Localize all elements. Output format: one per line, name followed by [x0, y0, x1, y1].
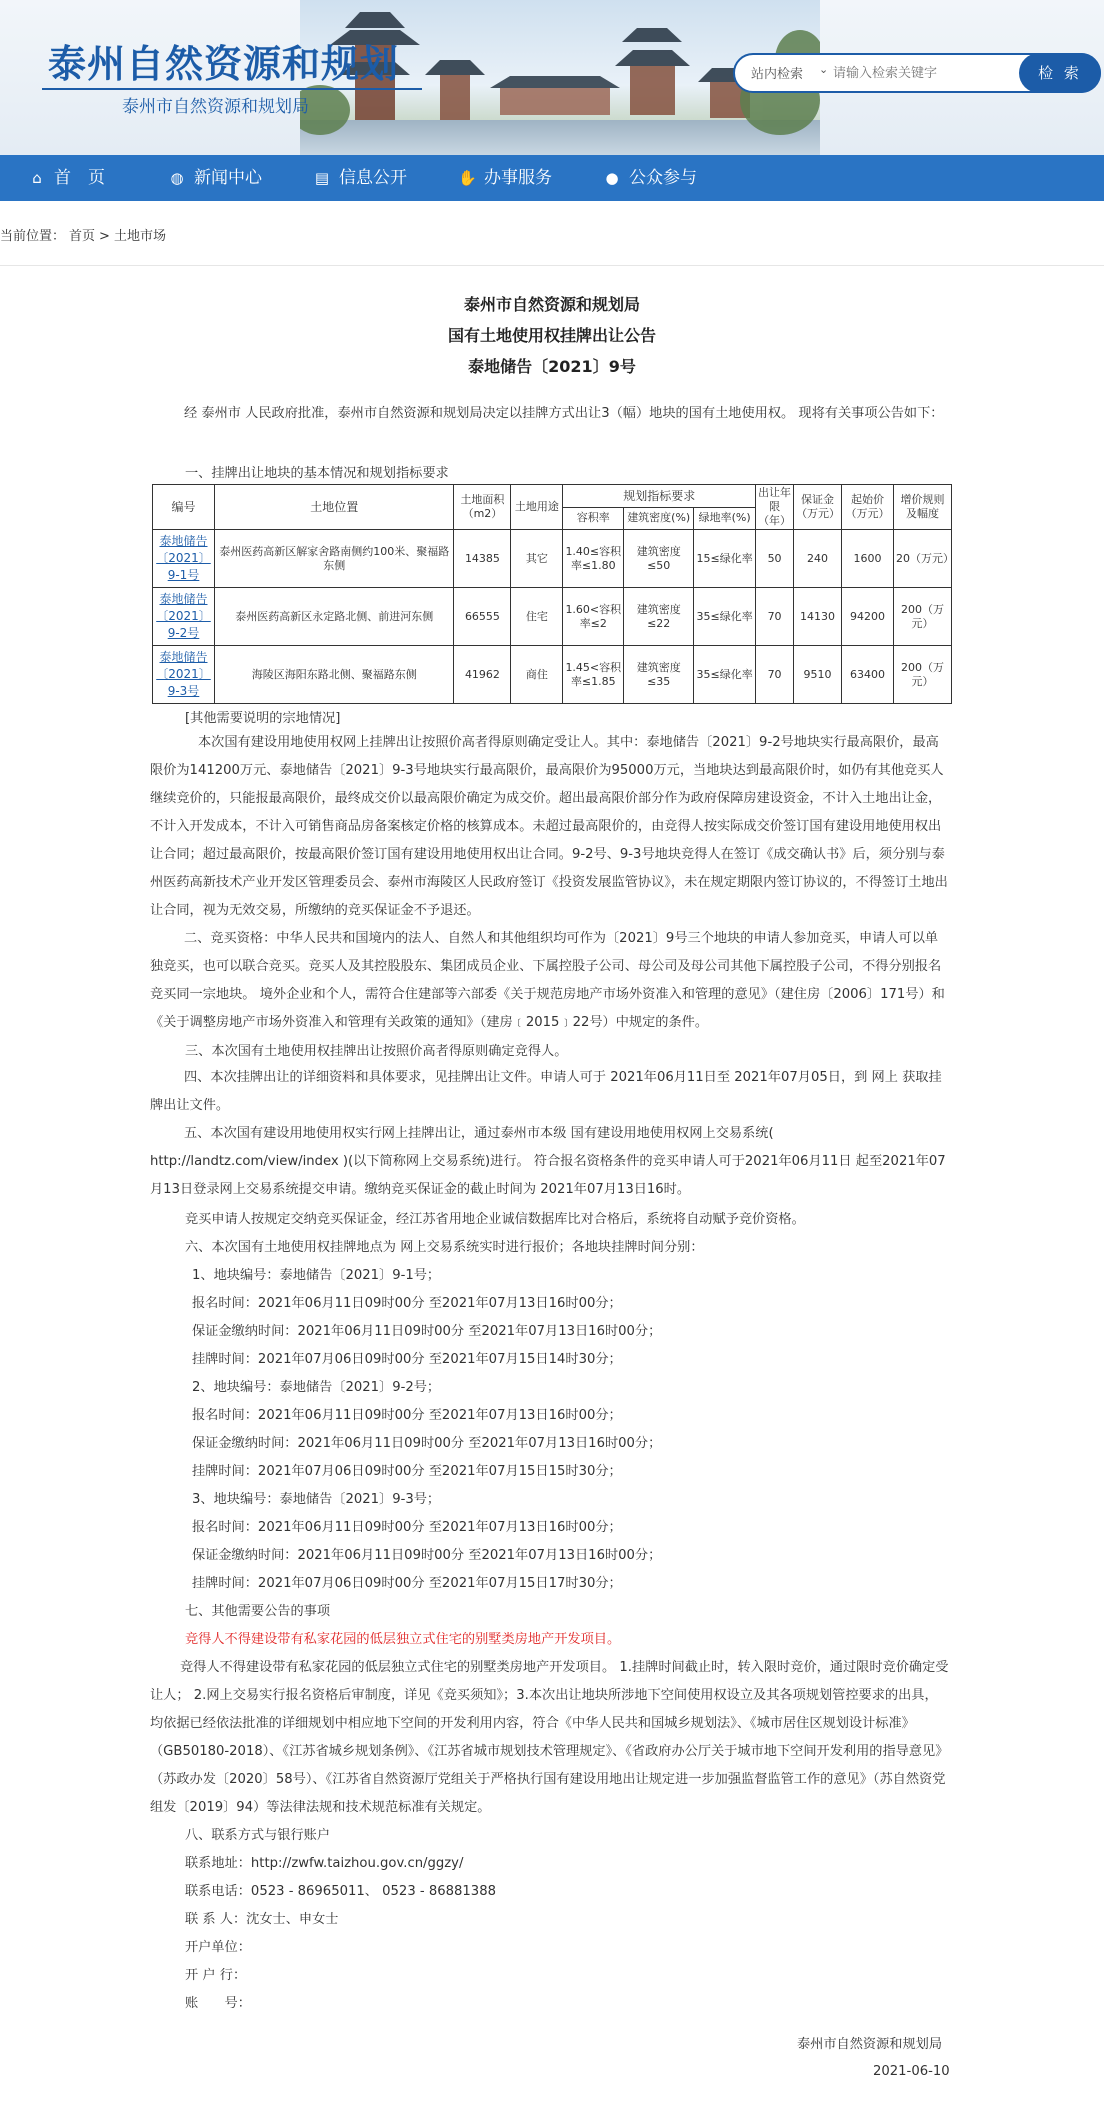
land-no-link[interactable]: 泰地储告〔2021〕9-1号 — [153, 530, 215, 588]
th-green: 绿地率(%) — [694, 507, 756, 530]
land-start-price: 63400 — [842, 646, 894, 704]
globe-icon: ◍ — [170, 169, 184, 187]
land-green: 35≤绿化率 — [694, 646, 756, 704]
schedule-registration: 报名时间：2021年06月11日09时00分 至2021年07月13日16时00分； — [192, 1296, 622, 1311]
doc-title-number: 泰地储告〔2021〕9号 — [468, 357, 636, 376]
th-area: 土地面积（m2） — [454, 485, 511, 530]
land-location: 海陵区海阳东路北侧、聚福路东侧 — [214, 646, 453, 704]
land-area: 41962 — [454, 646, 511, 704]
section-8-heading: 八、联系方式与银行账户 — [185, 1828, 331, 1843]
section-1-heading: 一、挂牌出让地块的基本情况和规划指标要求 — [185, 466, 449, 481]
table-row — [153, 588, 952, 646]
land-increment: 200（万元） — [894, 588, 952, 646]
section-2-paragraph: 二、竞买资格：中华人民共和国境内的法人、自然人和其他组织均可作为〔2021〕9号三个地块的申请人参加竞买，申请人可以单独竞买，也可以联合竞买。竞买人及其控股股东、集团成员企业、下属控股子公司、母公司及母公司其他下属控股子公司，不得分别报名竞买同一宗地块。 境外企业和个人，需符合住建部等六部委《关于规范房地产市场外资准入和管理的意见》（建住房〔2006〕171号）和《关于调整房地产市场外资准入和管理有关政策的通知》（建房﹝2015﹞22号）中规定的条件。 — [150, 931, 945, 1030]
land-use: 其它 — [511, 530, 563, 588]
land-table — [152, 484, 952, 704]
land-density: 建筑密度≤50 — [624, 530, 694, 588]
th-years: 出让年限（年） — [756, 485, 794, 530]
land-far: 1.40≤容积率≤1.80 — [563, 530, 624, 588]
section-6-heading: 六、本次国有土地使用权挂牌地点为 网上交易系统实时进行报价；各地块挂牌时间分别： — [185, 1240, 704, 1255]
land-deposit: 9510 — [794, 646, 842, 704]
nav-label: 信息公开 — [339, 168, 407, 188]
land-green: 35≤绿化率 — [694, 588, 756, 646]
nav-item-news[interactable] — [168, 155, 262, 201]
land-start-price: 1600 — [842, 530, 894, 588]
section-7-heading: 七、其他需要公告的事项 — [185, 1604, 331, 1619]
schedule-deposit: 保证金缴纳时间：2021年06月11日09时00分 至2021年07月13日16时00分； — [192, 1436, 662, 1451]
land-far: 1.45<容积率≤1.85 — [563, 646, 624, 704]
schedule-title: 3、地块编号：泰地储告〔2021〕9-3号； — [192, 1492, 441, 1507]
site-header — [0, 0, 1104, 155]
bank-unit: 开户单位： — [185, 1940, 251, 1955]
land-deposit: 14130 — [794, 588, 842, 646]
th-use: 土地用途 — [511, 485, 563, 530]
nav-label: 新闻中心 — [194, 168, 262, 188]
land-increment: 20（万元） — [894, 530, 952, 588]
th-no: 编号 — [153, 485, 215, 530]
other-land-paragraph: 本次国有建设用地使用权网上挂牌出让按照价高者得原则确定受让人。其中：泰地储告〔2021〕9-2号地块实行最高限价，最高限价为141200万元、泰地储告〔2021〕9-3号地块实行最高限价，最高限价为95000万元，当地块达到最高限价时，如仍有其他竞买人继续竞价的，只能报最高限价，最终成交价以最高限价确定为成交价。超出最高限价部分作为政府保障房建设资金，不计入土地出让金，不计入开发成本，不计入可销售商品房备案核定价格的核算成本。未超过最高限价的，由竞得人按实际成交价签订国有建设用地使用权出让合同；超过最高限价，按最高限价签订国有建设用地使用权出让合同。9-2号、9-3号地块竞得人在签订《成交确认书》后，须分别与泰州医药高新技术产业开发区管理委员会、泰州市海陵区人民政府签订《投资发展监管协议》，未在规定期限内签订协议的，不得签订土地出让合同，视为无效交易，所缴纳的竞买保证金不予退还。 — [150, 735, 948, 918]
th-deposit: 保证金（万元） — [794, 485, 842, 530]
land-years: 70 — [756, 588, 794, 646]
breadcrumb — [0, 225, 170, 244]
land-location: 泰州医药高新区解家舍路南侧约100米、聚福路东侧 — [214, 530, 453, 588]
intro-paragraph: 经 泰州市 人民政府批准，泰州市自然资源和规划局决定以挂牌方式出让3（幅）地块的国有土地使用权。 现将有关事项公告如下： — [184, 406, 944, 421]
land-use: 商住 — [511, 646, 563, 704]
thumbs-up-icon: ✋ — [458, 169, 477, 187]
schedule-registration: 报名时间：2021年06月11日09时00分 至2021年07月13日16时00分； — [192, 1520, 622, 1535]
breadcrumb-current[interactable]: 土地市场 — [113, 229, 166, 244]
section-7-warning: 竞得人不得建设带有私家花园的低层独立式住宅的别墅类房地产开发项目。 — [185, 1632, 621, 1647]
site-subtitle: 泰州市自然资源和规划局 — [122, 97, 309, 117]
land-increment: 200（万元） — [894, 646, 952, 704]
schedule-listing: 挂牌时间：2021年07月06日09时00分 至2021年07月15日15时30分； — [192, 1464, 622, 1479]
table-row — [153, 530, 952, 588]
search-box — [733, 53, 1101, 93]
land-use: 住宅 — [511, 588, 563, 646]
land-start-price: 94200 — [842, 588, 894, 646]
schedule-listing: 挂牌时间：2021年07月06日09时00分 至2021年07月15日17时30分； — [192, 1576, 622, 1591]
schedule-deposit: 保证金缴纳时间：2021年06月11日09时00分 至2021年07月13日16时00分； — [192, 1324, 662, 1339]
search-scope-select[interactable]: 站内检索 — [751, 67, 804, 82]
section-7-paragraph: 竞得人不得建设带有私家花园的低层独立式住宅的别墅类房地产开发项目。 1.挂牌时间截止时，转入限时竞价，通过限时竞价确定受让人； 2.网上交易实行报名资格后审制度，详见《竞买须知》；3.本次出让地块所涉地下空间使用权设立及其各项规划管控要求的出具，均依据已经依法批准的详细规划中相应地下空间的开发利用内容，符合《中华人民共和国城乡规划法》、《城市居住区规划设计标准》（GB50180-2018）、《江苏省城乡规划条例》、《江苏省城市规划技术管理规定》、《省政府办公厅关于城市地下空间开发利用的指导意见》（苏政办发〔2020〕58号）、《江苏省自然资源厅党组关于严格执行国有建设用地出让规定进一步加强监督监管工作的意见》（苏自然资党组发〔2019〕94）等法律法规和技术规范标准有关规定。 — [150, 1660, 949, 1815]
land-far: 1.60<容积率≤2 — [563, 588, 624, 646]
main-nav — [0, 155, 1104, 201]
signer: 泰州市自然资源和规划局 — [797, 2037, 943, 2052]
nav-label: 首 页 — [54, 168, 105, 188]
section-3-paragraph: 三、本次国有土地使用权挂牌出让按照价高者得原则确定竞得人。 — [185, 1044, 568, 1059]
schedule-title: 1、地块编号：泰地储告〔2021〕9-1号； — [192, 1268, 441, 1283]
contact-address: 联系地址：http://zwfw.taizhou.gov.cn/ggzy/ — [185, 1856, 464, 1871]
th-start-price: 起始价（万元） — [842, 485, 894, 530]
nav-item-home[interactable] — [28, 155, 105, 201]
land-no-link[interactable]: 泰地储告〔2021〕9-2号 — [153, 588, 215, 646]
nav-item-service[interactable] — [458, 155, 552, 201]
land-density: 建筑密度≤22 — [624, 588, 694, 646]
nav-label: 办事服务 — [484, 168, 552, 188]
breadcrumb-separator: > — [99, 229, 110, 244]
nav-item-participation[interactable] — [603, 155, 697, 201]
chevron-down-icon[interactable]: ⌄ — [819, 63, 829, 76]
land-years: 70 — [756, 646, 794, 704]
schedule-registration: 报名时间：2021年06月11日09时00分 至2021年07月13日16时00分； — [192, 1408, 622, 1423]
land-green: 15≤绿化率 — [694, 530, 756, 588]
th-increment: 增价规则及幅度 — [894, 485, 952, 530]
section-5-note: 竞买申请人按规定交纳竞买保证金，经江苏省用地企业诚信数据库比对合格后，系统将自动赋予竞价资格。 — [185, 1212, 805, 1227]
breadcrumb-prefix: 当前位置： — [0, 229, 66, 244]
section-5-paragraph: 五、本次国有建设用地使用权实行网上挂牌出让，通过泰州市本级 国有建设用地使用权网上交易系统( http://landtz.com/view/index )(以下简称网上交易系统)进行。 符合报名资格条件的竞买申请人可于2021年06月11日 起至2021年07月13日登录网上交易系统提交申请。缴纳竞买保证金的截止时间为 2021年07月13日16时。 — [150, 1126, 946, 1197]
section-4-paragraph: 四、本次挂牌出让的详细资料和具体要求，见挂牌出让文件。申请人可于 2021年06月11日至 2021年07月05日，到 网上 获取挂牌出让文件。 — [150, 1070, 942, 1113]
land-location: 泰州医药高新区永定路北侧、前进河东侧 — [214, 588, 453, 646]
th-density: 建筑密度(%) — [624, 507, 694, 530]
table-row — [153, 646, 952, 704]
schedule-deposit: 保证金缴纳时间：2021年06月11日09时00分 至2021年07月13日16时00分； — [192, 1548, 662, 1563]
land-no-link[interactable]: 泰地储告〔2021〕9-3号 — [153, 646, 215, 704]
user-icon: ● — [605, 169, 619, 187]
nav-label: 公众参与 — [629, 168, 697, 188]
doc-title-authority: 泰州市自然资源和规划局 — [463, 295, 640, 314]
doc-title-notice: 国有土地使用权挂牌出让公告 — [447, 326, 656, 345]
bank-account: 账 号： — [185, 1996, 251, 2011]
title-underline — [42, 88, 422, 90]
site-title: 泰州自然资源和规划 — [48, 41, 400, 86]
th-plan: 规划指标要求 — [563, 485, 756, 508]
land-deposit: 240 — [794, 530, 842, 588]
land-density: 建筑密度≤35 — [624, 646, 694, 704]
nav-item-info[interactable] — [313, 155, 407, 201]
land-area: 66555 — [454, 588, 511, 646]
schedule-listing: 挂牌时间：2021年07月06日09时00分 至2021年07月15日14时30分； — [192, 1352, 622, 1367]
search-input[interactable] — [833, 62, 983, 84]
land-years: 50 — [756, 530, 794, 588]
contact-person: 联 系 人：沈女士、申女士 — [185, 1912, 339, 1927]
bank-name: 开 户 行： — [185, 1968, 247, 1983]
schedule-title: 2、地块编号：泰地储告〔2021〕9-2号； — [192, 1380, 441, 1395]
home-icon: ⌂ — [32, 169, 42, 187]
document-icon: ▤ — [314, 169, 330, 187]
th-far: 容积率 — [563, 507, 624, 530]
other-land-label: [其他需要说明的宗地情况] — [185, 711, 341, 726]
breadcrumb-home[interactable]: 首页 — [69, 229, 96, 244]
search-button[interactable]: 检 索 — [1019, 53, 1101, 93]
th-location: 土地位置 — [214, 485, 453, 530]
land-area: 14385 — [454, 530, 511, 588]
contact-phone: 联系电话：0523 - 86965011、 0523 - 86881388 — [185, 1884, 496, 1899]
publish-date: 2021-06-10 — [873, 2064, 950, 2079]
